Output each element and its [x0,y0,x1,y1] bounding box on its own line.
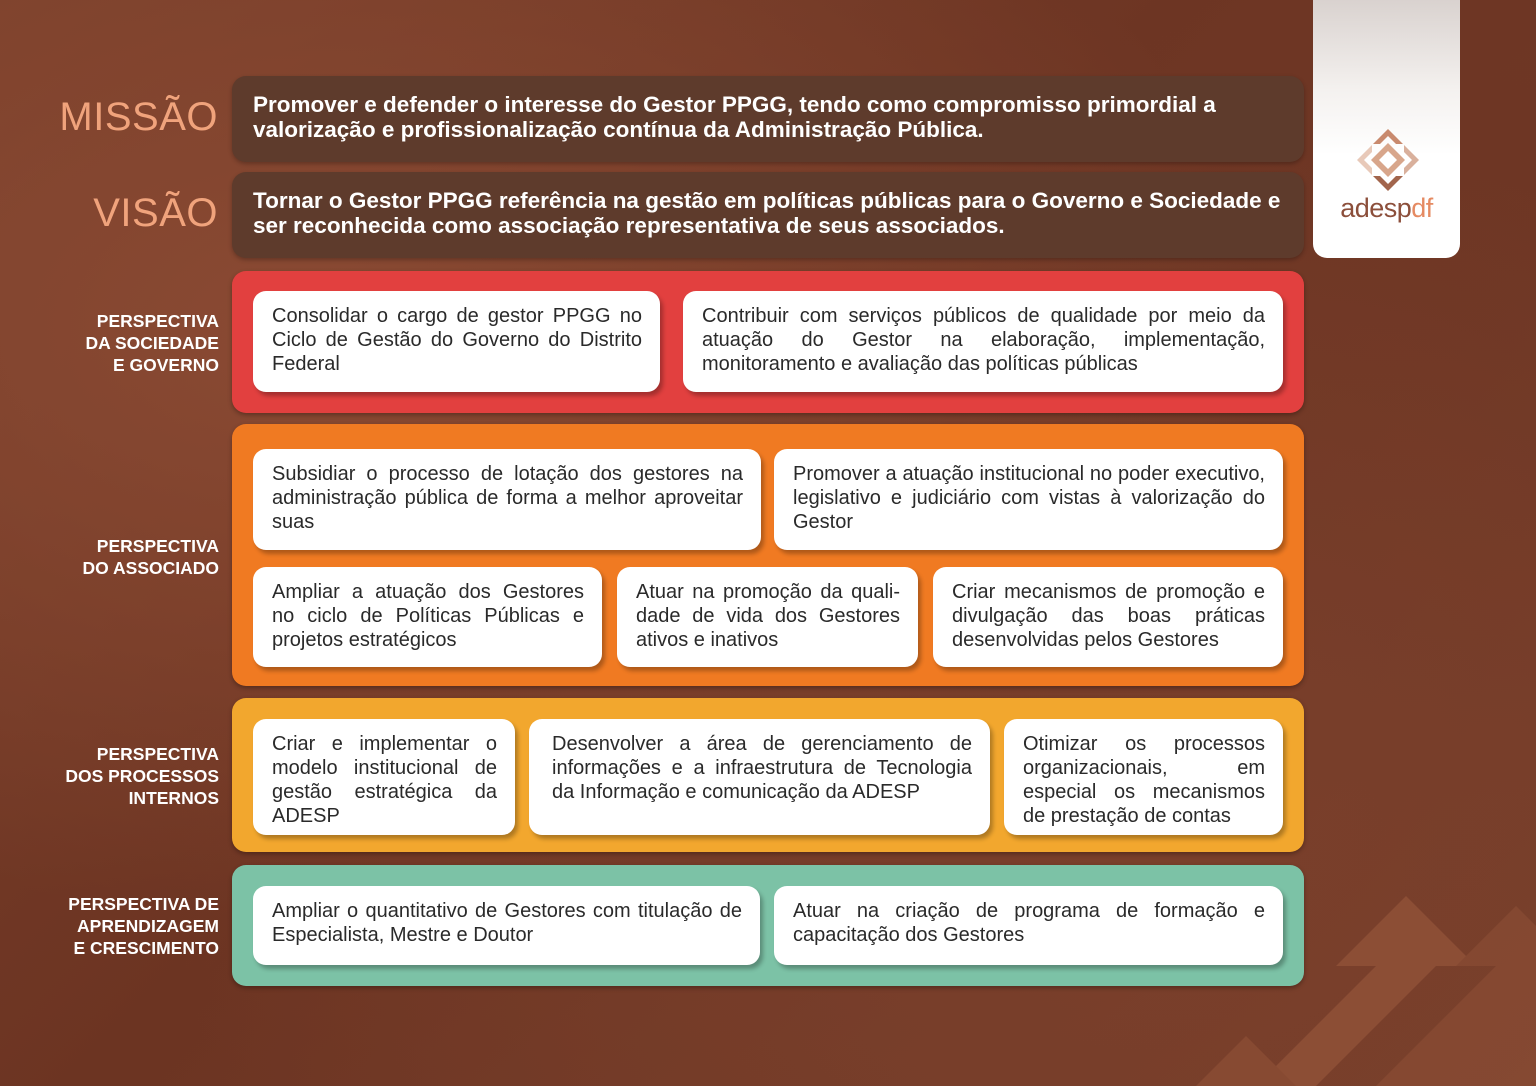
objective-card: Atuar na promoção da quali-dade de vida dos Gestores ativos e inativos [617,567,918,667]
visao-statement: Tornar o Gestor PPGG referência na gestão em políticas públicas para o Governo e Sociedade e ser reconhecida como associação representativa de seus associados. [232,172,1304,258]
objective-card: Criar mecanismos de promoção e divulgação das boas práticas desenvolvidas pelos Gestores [933,567,1283,667]
perspective-band-aprendizagem-crescimento [232,865,1304,986]
objective-card: Otimizar os processos organizacionais, em especial os mecanismos de prestação de contas [1004,719,1283,835]
objective-card: Ampliar a atuação dos Gestores no ciclo de Políticas Públicas e projetos estratégicos [253,567,602,667]
objective-card: Desenvolver a área de gerenciamento de informações e a infraestrutura de Tecnologia da Informação e comunicação da ADESP [529,719,990,835]
perspective-band-processos-internos [232,698,1304,852]
objective-card: Atuar na criação de programa de formação e capacitação dos Gestores [774,886,1283,965]
perspective-band-associado [232,424,1304,686]
adespdf-logo-card [1313,0,1460,258]
perspective-label-processos-internos: PERSPECTIVA DOS PROCESSOS INTERNOS [65,744,219,808]
objective-card: Subsidiar o processo de lotação dos gestores na administração pública de forma a melhor aproveitar suas [253,449,761,550]
perspective-band-sociedade-governo [232,271,1304,413]
missao-statement: Promover e defender o interesse do Gestor PPGG, tendo como compromisso primordial a valorização e profissionalização contínua da Administração Pública. [232,76,1304,162]
objective-card: Promover a atuação institucional no poder executivo, legislativo e judiciário com vistas à valorização do Gestor [774,449,1283,550]
adespdf-logo-icon [1353,125,1423,195]
objective-card: Criar e implementar o modelo institucional de gestão estratégica da ADESP [253,719,515,835]
adespdf-logo-text: adespdf [1340,193,1433,223]
perspective-label-aprendizagem-crescimento: PERSPECTIVA DE APRENDIZAGEM E CRESCIMENTO [68,894,219,958]
objective-card: Contribuir com serviços públicos de qualidade por meio da atuação do Gestor na elaboração, implementação, monitoramento e avaliação das políticas públicas [683,291,1283,392]
objective-card: Consolidar o cargo de gestor PPGG no Ciclo de Gestão do Governo do Distrito Federal [253,291,660,392]
visao-label: VISÃO [93,191,218,235]
missao-label: MISSÃO [59,95,218,139]
perspective-label-sociedade-governo: PERSPECTIVA DA SOCIEDADE E GOVERNO [85,311,219,375]
objective-card: Ampliar o quantitativo de Gestores com titulação de Especialista, Mestre e Doutor [253,886,760,965]
perspective-label-associado: PERSPECTIVA DO ASSOCIADO [82,536,219,578]
